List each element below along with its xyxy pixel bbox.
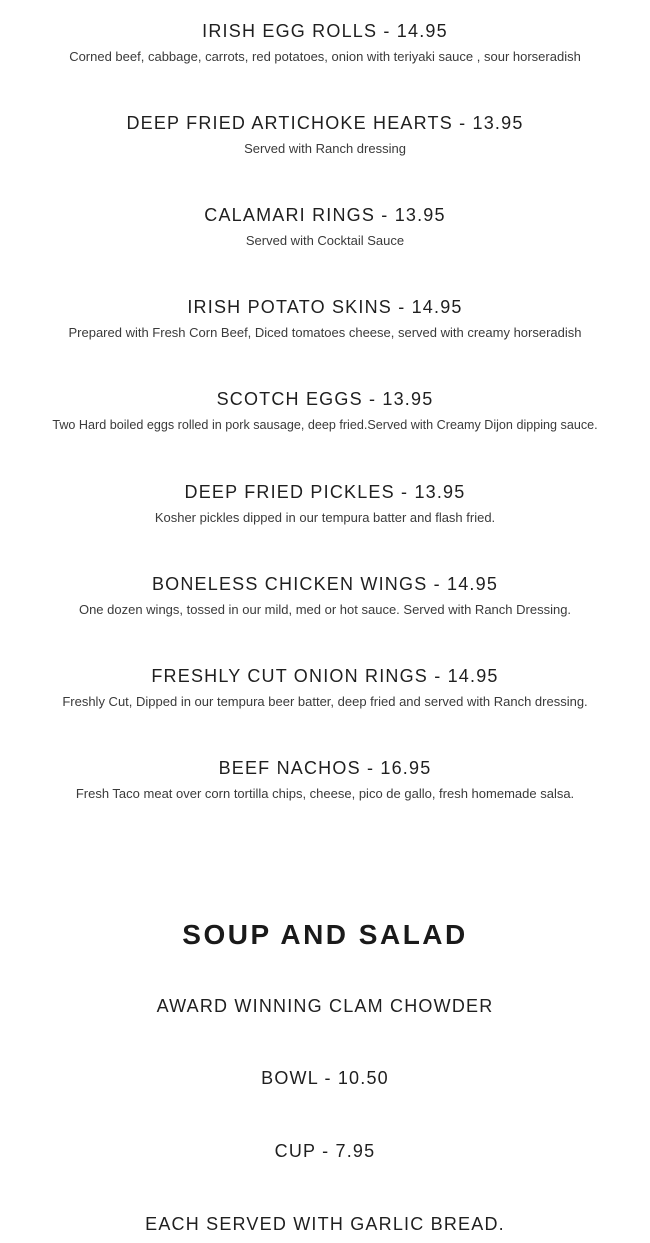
menu-item-deep-fried-artichoke-hearts [0,111,650,158]
menu-item-title: IRISH POTATO SKINS - 14.95 [187,297,463,317]
menu-item-title: CALAMARI RINGS - 13.95 [204,205,446,225]
menu-item-title: FRESHLY CUT ONION RINGS - 14.95 [151,666,499,686]
menu-item-boneless-chicken-wings [0,572,650,619]
soup-price-cup: CUP - 7.95 [274,1141,376,1161]
menu-item-title: SCOTCH EGGS - 13.95 [216,389,434,409]
menu-item-description: Fresh Taco meat over corn tortilla chips, cheese, pico de gallo, fresh homemade salsa. [75,786,575,801]
section-heading-soup-and-salad: SOUP AND SALAD [182,919,468,950]
menu-item-scotch-eggs [0,387,650,434]
menu-item-description: Served with Cocktail Sauce [245,233,405,248]
menu-item-title: BEEF NACHOS - 16.95 [218,758,432,778]
menu-item-description: Freshly Cut, Dipped in our tempura beer batter, deep fried and served with Ranch dressing. [62,694,588,709]
soup-note-garlic-bread: EACH SERVED WITH GARLIC BREAD. [145,1214,505,1234]
menu-item-title: DEEP FRIED PICKLES - 13.95 [184,482,466,502]
menu-item-title: DEEP FRIED ARTICHOKE HEARTS - 13.95 [126,113,524,133]
menu-item-description: Two Hard boiled eggs rolled in pork sausage, deep fried.Served with Creamy Dijon dipping sauce. [52,418,598,432]
menu-item-deep-fried-pickles [0,480,650,527]
menu-item-description: Corned beef, cabbage, carrots, red potatoes, onion with teriyaki sauce , sour horseradish [69,49,581,64]
menu-item-title: IRISH EGG ROLLS - 14.95 [202,21,448,41]
menu-item-irish-potato-skins [0,295,650,342]
menu-item-irish-egg-rolls [0,19,650,66]
menu-item-calamari-rings [0,203,650,250]
menu-item-title: BONELESS CHICKEN WINGS - 14.95 [151,574,499,594]
menu-item-description: One dozen wings, tossed in our mild, med or hot sauce. Served with Ranch Dressing. [78,602,572,617]
menu-item-description: Prepared with Fresh Corn Beef, Diced tomatoes cheese, served with creamy horseradish [68,325,582,340]
menu-item-freshly-cut-onion-rings [0,664,650,711]
soup-price-bowl: BOWL - 10.50 [261,1068,389,1088]
menu-item-beef-nachos [0,756,650,803]
menu-item-description: Served with Ranch dressing [244,141,406,156]
menu-item-description: Kosher pickles dipped in our tempura batter and flash fried. [154,510,496,525]
soup-item-clam-chowder: AWARD WINNING CLAM CHOWDER [156,996,494,1016]
